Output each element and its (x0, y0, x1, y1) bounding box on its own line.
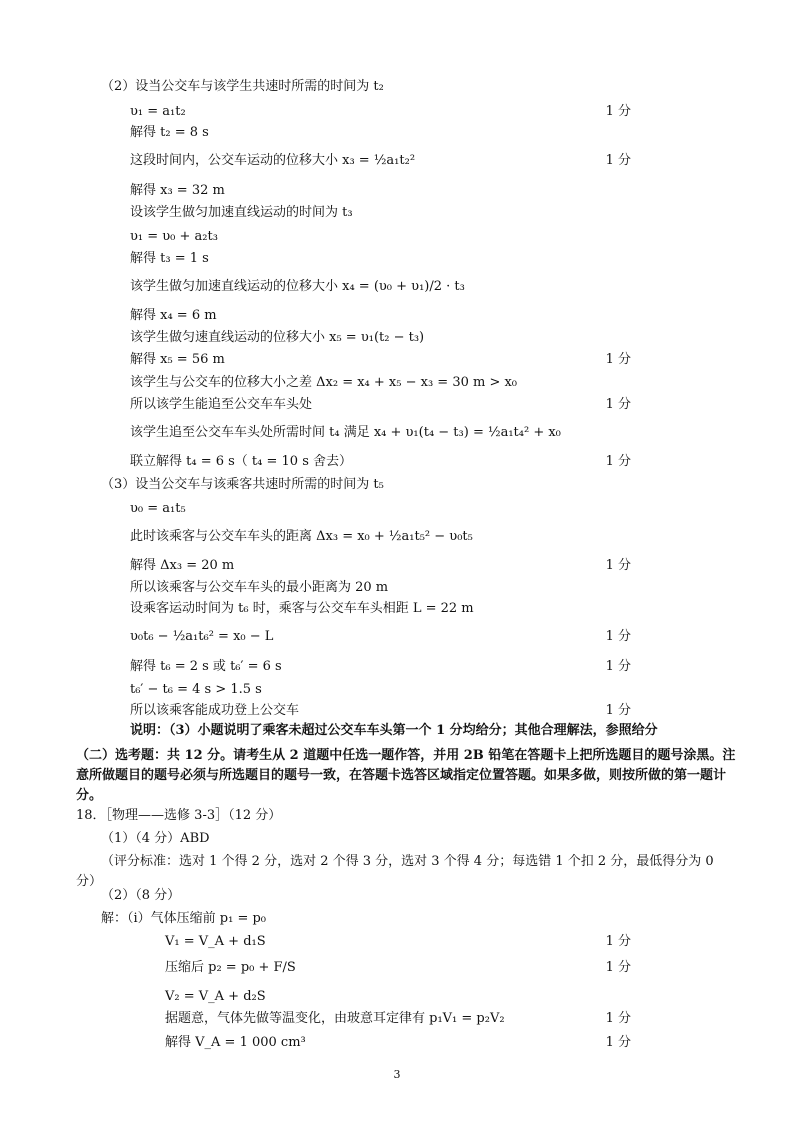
question-18-part1-text: （1）（4 分）ABD (101, 831, 210, 846)
solution-line-text: 此时该乘客与公交车车头的距离 Δx₃ = x₀ + ½a₁t₅² − υ₀t₅ (130, 529, 473, 544)
score-label: 1 分 (605, 104, 631, 119)
solution-line-text: V₂ = V_A + d₂S (165, 989, 266, 1004)
solution-line (0, 596, 794, 622)
score-label: 1 分 (605, 1035, 631, 1050)
solution-line (0, 496, 794, 522)
score-label: 1 分 (605, 558, 631, 573)
solution-line (0, 929, 794, 955)
solution-line (0, 624, 794, 650)
solution-line-text: 解得 Δx₃ = 20 m (130, 558, 235, 573)
question-18-part1 (0, 826, 794, 852)
score-label: 1 分 (605, 703, 631, 718)
solution-line (0, 1006, 794, 1032)
part2-heading-text: （2）设当公交车与该学生共速时所需的时间为 t₂ (101, 79, 384, 94)
solution-line (0, 1030, 794, 1056)
solution-line-text: 据题意，气体先做等温变化，由玻意耳定律有 p₁V₁ = p₂V₂ (165, 1011, 505, 1026)
question-18-part2-text: （2）（8 分） (101, 888, 181, 903)
score-label: 1 分 (605, 352, 631, 367)
solution-line-text: 该学生与公交车的位移大小之差 Δx₂ = x₄ + x₅ − x₃ = 30 m > x₀ (130, 375, 518, 390)
solution-line-text: 联立解得 t₄ = 6 s（ t₄ = 10 s 舍去） (130, 454, 353, 469)
solution-line-text: υ₁ = a₁t₂ (130, 104, 186, 119)
solution-line (0, 120, 794, 146)
solution-start-text: 解：（ⅰ）气体压缩前 p₁ = p₀ (101, 911, 267, 926)
solution-line-text: 解得 V_A = 1 000 cm³ (165, 1035, 306, 1050)
solution-line-text: V₁ = V_A + d₁S (165, 934, 266, 949)
page-number: 3 (393, 1068, 401, 1081)
elective-intro: （二）选考题：共 12 分。请考生从 2 道题中任选一题作答，并用 2B 铅笔在答题卡上把所选题目的题号涂黑。注意所做题目的题号必须与所选题目的题号一致，在答题卡选答区域指定位置答题。如果多做，则按所做的第一题计分。 (76, 748, 736, 803)
part3-heading-text: （3）设当公交车与该乘客共速时所需的时间为 t₅ (101, 477, 384, 492)
score-label: 1 分 (605, 629, 631, 644)
score-label: 1 分 (605, 153, 631, 168)
part3-heading (0, 472, 794, 498)
solution-line-text: t₆′ − t₆ = 4 s > 1.5 s (130, 682, 262, 697)
score-label: 1 分 (605, 934, 631, 949)
solution-line-text: 解得 x₃ = 32 m (130, 183, 225, 198)
solution-line-text: 解得 t₃ = 1 s (130, 251, 209, 266)
part2-heading (0, 74, 794, 100)
solution-line-text: 该学生做匀速直线运动的位移大小 x₅ = υ₁(t₂ − t₃) (130, 330, 425, 345)
score-label: 1 分 (605, 454, 631, 469)
solution-line-text: 该学生做匀加速直线运动的位移大小 x₄ = (υ₀ + υ₁)/2 · t₃ (130, 279, 465, 294)
score-label: 1 分 (605, 1011, 631, 1026)
solution-line-text: υ₁ = υ₀ + a₂t₃ (130, 229, 218, 244)
scoring-criteria: （评分标准：选对 1 个得 2 分，选对 2 个得 3 分，选对 3 个得 4 分；每选错 1 个扣 2 分，最低得分为 0 分） (76, 854, 714, 889)
solution-line-text: 所以该乘客与公交车车头的最小距离为 20 m (130, 580, 389, 595)
solution-line (0, 148, 794, 174)
solution-line-text: υ₀ = a₁t₅ (130, 501, 186, 516)
solution-line-text: 该学生追至公交车车头处所需时间 t₄ 满足 x₄ + υ₁(t₄ − t₃) = ½a₁t₄² + x₀ (130, 425, 561, 440)
solution-line-text: 压缩后 p₂ = p₀ + F/S (165, 960, 296, 975)
solution-line-text: 这段时间内，公交车运动的位移大小 x₃ = ½a₁t₂² (130, 153, 416, 168)
solution-line-text: υ₀t₆ − ½a₁t₆² = x₀ − L (130, 629, 274, 644)
question-18-title-text: 18．［物理——选修 3-3］（12 分） (76, 808, 282, 823)
score-label: 1 分 (605, 960, 631, 975)
solution-line-text: 所以该乘客能成功登上公交车 (130, 703, 300, 718)
solution-line-text: 所以该学生能追至公交车车头处 (130, 397, 313, 412)
solution-line (0, 274, 794, 300)
scoring-note (0, 718, 794, 744)
solution-line (0, 392, 794, 418)
solution-line (0, 420, 794, 446)
solution-line-text: 解得 x₄ = 6 m (130, 308, 217, 323)
solution-line-text: 解得 t₂ = 8 s (130, 125, 209, 140)
solution-line-text: 解得 x₅ = 56 m (130, 352, 225, 367)
solution-line-text: 设该学生做匀加速直线运动的时间为 t₃ (130, 205, 353, 220)
solution-line (0, 246, 794, 272)
solution-line (0, 524, 794, 550)
scoring-note-text: 说明：（3）小题说明了乘客未超过公交车车头第一个 1 分均给分；其他合理解法，参照给分 (130, 723, 658, 738)
score-label: 1 分 (605, 659, 631, 674)
score-label: 1 分 (605, 397, 631, 412)
solution-line (0, 200, 794, 226)
solution-line (0, 955, 794, 981)
solution-line-text: 设乘客运动时间为 t₆ 时，乘客与公交车车头相距 L = 22 m (130, 601, 474, 616)
solution-line-text: 解得 t₆ = 2 s 或 t₆′ = 6 s (130, 659, 282, 674)
